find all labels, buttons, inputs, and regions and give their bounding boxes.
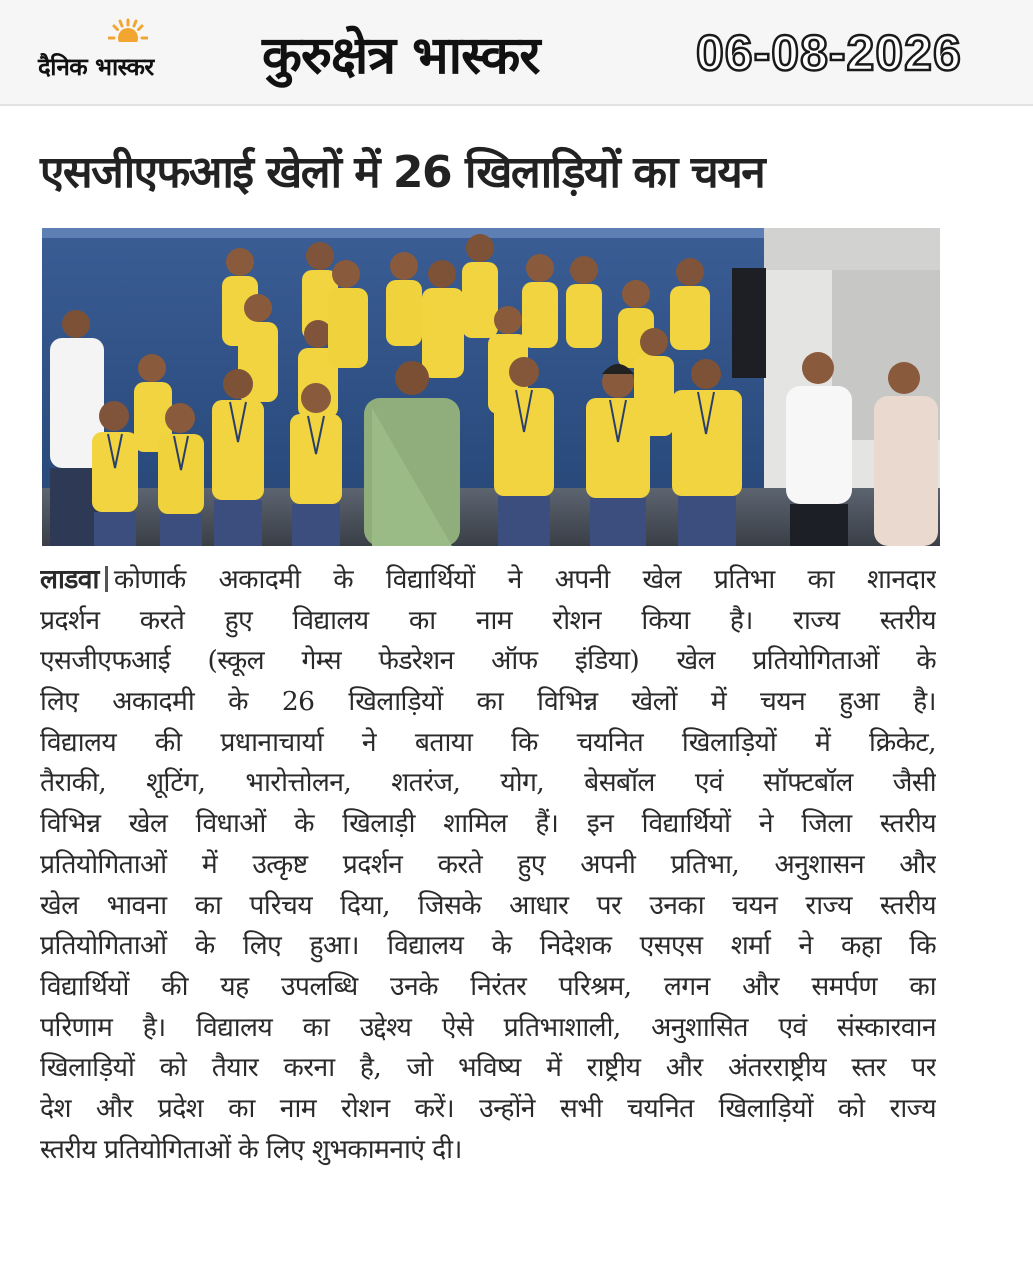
article-line: स्तरीय प्रतियोगिताओं के लिए शुभकामनाएं दी। [40,1133,462,1165]
article-line: एसजीएफआई (स्कूल गेम्स फेडरेशन ऑफ इंडिया) खेल प्रतियोगिताओं के [40,645,936,677]
article-line: प्रतियोगिताओं में उत्कृष्ट प्रदर्शन करते हुए अपनी प्रतिभा, अनुशासन और [40,848,936,880]
edition-date: 06-08-2026 [696,25,962,81]
logo-text: दैनिक भास्कर [38,53,154,81]
article-line: लिए अकादमी के 26 खिलाड़ियों का विभिन्न खेलों में चयन हुआ है। [40,686,936,718]
article-line: परिणाम है। विद्यालय का उद्देश्य ऐसे प्रतिभाशाली, अनुशासित एवं संस्कारवान [40,1011,936,1043]
article-dateline: लाडवा [40,564,99,595]
article-line: विद्यार्थियों की यह उपलब्धि उनके निरंतर परिश्रम, लगन और समर्पण का [40,970,936,1002]
article-line: तैराकी, शूटिंग, भारोत्तोलन, शतरंज, योग, बेसबॉल एवं सॉफ्टबॉल जैसी [40,767,936,799]
sun-icon [108,18,148,52]
article-line: विभिन्न खेल विधाओं के खिलाड़ी शामिल हैं। इन विद्यार्थियों ने जिला स्तरीय [40,808,936,840]
article-line-text: कोणार्क अकादमी के विद्यार्थियों ने अपनी खेल प्रतिभा का शानदार [113,564,936,595]
article-line: प्रतियोगिताओं के लिए हुआ। विद्यालय के निदेशक एसएस शर्मा ने कहा कि [40,930,936,962]
article-line [40,560,936,601]
masthead [0,0,1033,106]
article-line: खिलाड़ियों को तैयार करना है, जो भविष्य में राष्ट्रीय और अंतरराष्ट्रीय स्तर पर [40,1052,936,1084]
article-line: प्रदर्शन करते हुए विद्यालय का नाम रोशन किया है। राज्य स्तरीय [40,604,936,636]
article-line: देश और प्रदेश का नाम रोशन करें। उन्होंने सभी चयनित खिलाड़ियों को राज्य [40,1092,936,1124]
article-line: खेल भावना का परिचय दिया, जिसके आधार पर उनका चयन राज्य स्तरीय [40,889,936,921]
dainik-bhaskar-logo [38,18,218,88]
article-headline: एसजीएफआई खेलों में 26 खिलाड़ियों का चयन [40,147,765,198]
edition-title: कुरुक्षेत्र भास्कर [262,26,540,86]
article-body [40,560,936,1170]
group-photo [42,228,940,546]
article-line: विद्यालय की प्रधानाचार्या ने बताया कि चयनित खिलाड़ियों में क्रिकेट, [40,726,936,758]
dateline-separator [105,566,108,592]
